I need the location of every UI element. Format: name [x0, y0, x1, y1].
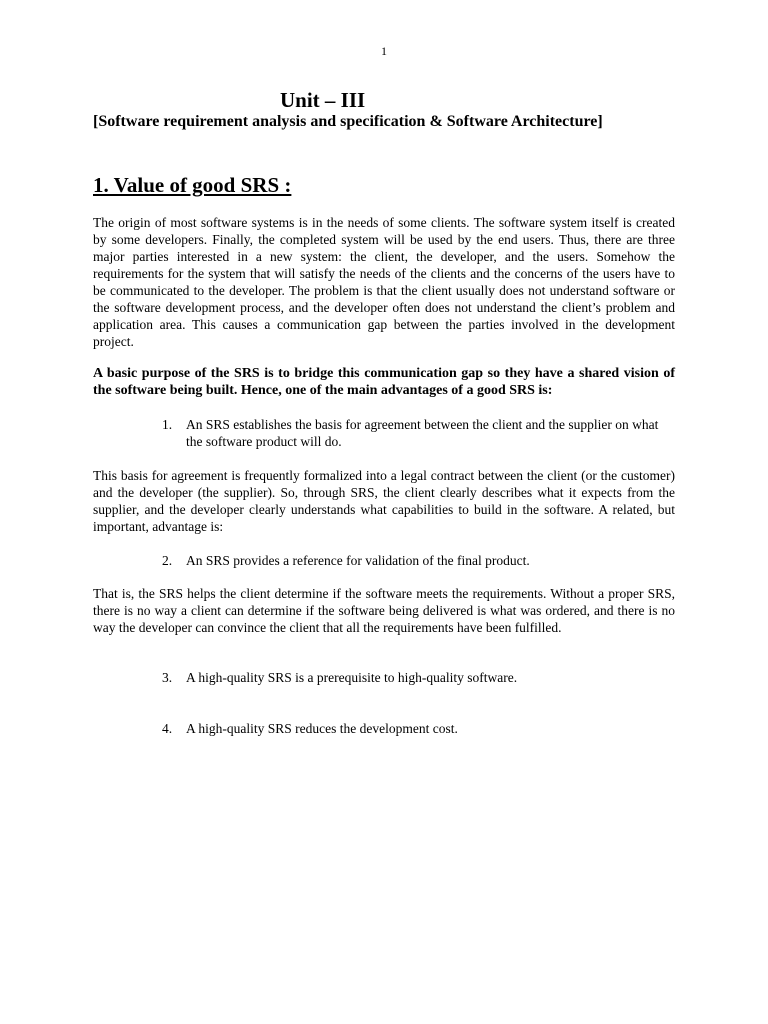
list-item-number: 1.: [162, 417, 173, 432]
list-item-text: An SRS provides a reference for validation of the final product.: [186, 553, 530, 568]
agreement-paragraph: This basis for agreement is frequently formalized into a legal contract between the client (or the customer) and the developer (the supplier). So, through SRS, the client clearly describes what it expects from the supplier, and the developer clearly understands what capabilities to build in the software. A related, but important, advantage is:: [93, 468, 675, 534]
intro-paragraph: The origin of most software systems is in the needs of some clients. The software system itself is created by some developers. Finally, the completed system will be used by the end users. Thus, there are three major parties interested in a new system: the client, the developer, and the users. Somehow the requirements for the system that will satisfy the needs of the clients and the concerns of the users have to be communicated to the developer. The problem is that the client usually does not understand software or the software development process, and the developer often does not understand the client’s problem and application area. This causes a communication gap between the parties involved in the development project.: [93, 215, 675, 349]
list-item: [162, 552, 675, 569]
unit-subtitle: [Software requirement analysis and specification & Software Architecture]: [93, 113, 603, 130]
list-item-text: A high-quality SRS is a prerequisite to high-quality software.: [186, 670, 518, 685]
unit-title: Unit – III: [280, 88, 366, 112]
list-item: [162, 416, 675, 450]
page-number: 1: [381, 44, 387, 58]
purpose-paragraph: A basic purpose of the SRS is to bridge this communication gap so they have a shared vision of the software being built. Hence, one of the main advantages of a good SRS is:: [93, 366, 675, 398]
list-item: [162, 669, 675, 686]
list-item-number: 3.: [162, 670, 173, 685]
list-item: [162, 720, 675, 737]
list-item-number: 2.: [162, 553, 173, 568]
validation-paragraph: That is, the SRS helps the client determine if the software meets the requirements. Without a proper SRS, there is no way a client can determine if the software being delivered is what was ordered, and there is no way the developer can convince the client that all the requirements have been fulfilled.: [93, 586, 675, 635]
list-item-number: 4.: [162, 721, 173, 736]
list-item-text: A high-quality SRS reduces the development cost.: [186, 721, 458, 736]
section-heading: 1. Value of good SRS :: [93, 173, 292, 197]
list-item-text: An SRS establishes the basis for agreement between the client and the supplier on what the software product will do.: [186, 417, 659, 449]
